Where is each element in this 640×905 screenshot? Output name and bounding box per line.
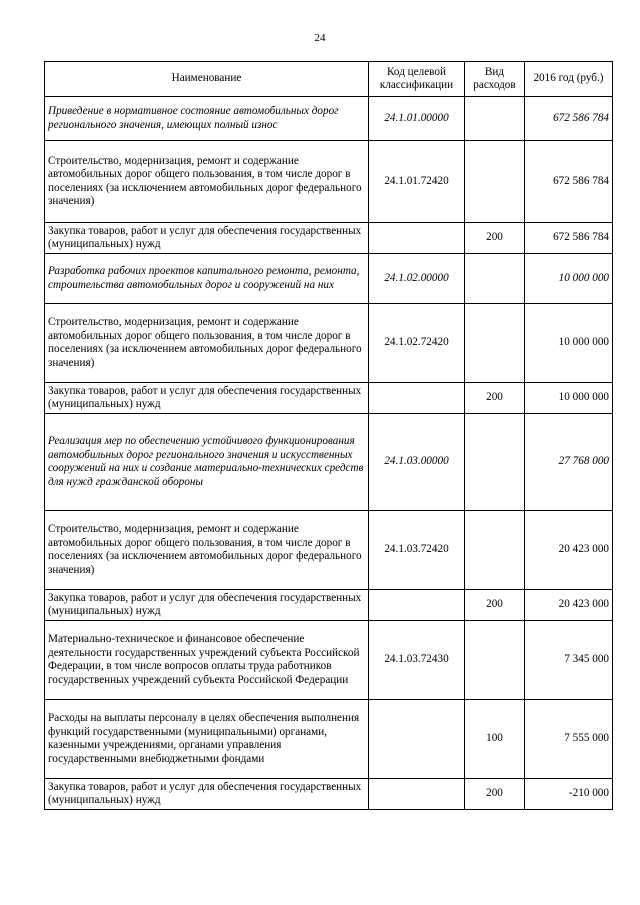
row-sum: 7 345 000 xyxy=(525,621,613,700)
table-row xyxy=(45,304,613,383)
row-code: 24.1.02.72420 xyxy=(369,304,465,383)
row-name: Материально-техническое и финансовое обеспечение деятельности государственных учреждений субъекта Российской Федерации, в том числе вопросов оплаты труда работников государственных учреждений субъекта Российской Федерации xyxy=(45,621,369,700)
row-code xyxy=(369,223,465,254)
header-sum: 2016 год (руб.) xyxy=(525,62,613,97)
row-sum: 672 586 784 xyxy=(525,141,613,223)
row-type xyxy=(465,621,525,700)
row-sum: 10 000 000 xyxy=(525,254,613,304)
row-sum: 672 586 784 xyxy=(525,223,613,254)
row-sum: 7 555 000 xyxy=(525,700,613,779)
row-type: 200 xyxy=(465,223,525,254)
row-name: Строительство, модернизация, ремонт и содержание автомобильных дорог общего пользования, в том числе дорог в поселениях (за исключением автомобильных дорог федерального значения) xyxy=(45,511,369,590)
row-name: Строительство, модернизация, ремонт и содержание автомобильных дорог общего пользования, в том числе дорог в поселениях (за исключением автомобильных дорог федерального значения) xyxy=(45,304,369,383)
row-type xyxy=(465,254,525,304)
row-sum: 10 000 000 xyxy=(525,383,613,414)
table-header-row xyxy=(45,62,613,97)
table-row xyxy=(45,779,613,810)
row-sum: 27 768 000 xyxy=(525,414,613,511)
table-row xyxy=(45,700,613,779)
row-code xyxy=(369,383,465,414)
row-name: Закупка товаров, работ и услуг для обеспечения государственных (муниципальных) нужд xyxy=(45,383,369,414)
row-name: Приведение в нормативное состояние автомобильных дорог регионального значения, имеющих полный износ xyxy=(45,97,369,141)
table-row xyxy=(45,254,613,304)
row-code: 24.1.01.72420 xyxy=(369,141,465,223)
row-code: 24.1.02.00000 xyxy=(369,254,465,304)
row-sum: 20 423 000 xyxy=(525,590,613,621)
row-type: 200 xyxy=(465,383,525,414)
table-row xyxy=(45,141,613,223)
table-row xyxy=(45,414,613,511)
row-name: Закупка товаров, работ и услуг для обеспечения государственных (муниципальных) нужд xyxy=(45,590,369,621)
table-row xyxy=(45,590,613,621)
table-row xyxy=(45,383,613,414)
row-name: Реализация мер по обеспечению устойчивого функционирования автомобильных дорог регионального значения и искусственных сооружений на них и создание материально-технических средств для нужд гражданской обороны xyxy=(45,414,369,511)
row-type xyxy=(465,141,525,223)
row-code: 24.1.03.00000 xyxy=(369,414,465,511)
row-type xyxy=(465,304,525,383)
table-row xyxy=(45,97,613,141)
header-code: Код целевой классификации xyxy=(369,62,465,97)
row-code xyxy=(369,779,465,810)
row-code: 24.1.03.72420 xyxy=(369,511,465,590)
table-row xyxy=(45,511,613,590)
header-type: Вид расходов xyxy=(465,62,525,97)
row-type: 200 xyxy=(465,779,525,810)
table-row xyxy=(45,621,613,700)
row-name: Расходы на выплаты персоналу в целях обеспечения выполнения функций государственными (муниципальными) органами, казенными учреждениями, органами управления государственными внебюджетными фондами xyxy=(45,700,369,779)
row-code xyxy=(369,590,465,621)
row-name: Закупка товаров, работ и услуг для обеспечения государственных (муниципальных) нужд xyxy=(45,779,369,810)
table-row xyxy=(45,223,613,254)
row-code xyxy=(369,700,465,779)
row-sum: -210 000 xyxy=(525,779,613,810)
row-sum: 10 000 000 xyxy=(525,304,613,383)
row-name: Строительство, модернизация, ремонт и содержание автомобильных дорог общего пользования, в том числе дорог в поселениях (за исключением автомобильных дорог федерального значения) xyxy=(45,141,369,223)
page-number: 24 xyxy=(314,32,326,44)
budget-table xyxy=(44,61,613,810)
row-sum: 672 586 784 xyxy=(525,97,613,141)
row-code: 24.1.01.00000 xyxy=(369,97,465,141)
row-name: Разработка рабочих проектов капитального ремонта, ремонта, строительства автомобильных дорог и сооружений на них xyxy=(45,254,369,304)
row-type: 200 xyxy=(465,590,525,621)
row-type xyxy=(465,511,525,590)
row-type: 100 xyxy=(465,700,525,779)
row-type xyxy=(465,414,525,511)
header-name: Наименование xyxy=(45,62,369,97)
row-name: Закупка товаров, работ и услуг для обеспечения государственных (муниципальных) нужд xyxy=(45,223,369,254)
row-type xyxy=(465,97,525,141)
row-code: 24.1.03.72430 xyxy=(369,621,465,700)
row-sum: 20 423 000 xyxy=(525,511,613,590)
